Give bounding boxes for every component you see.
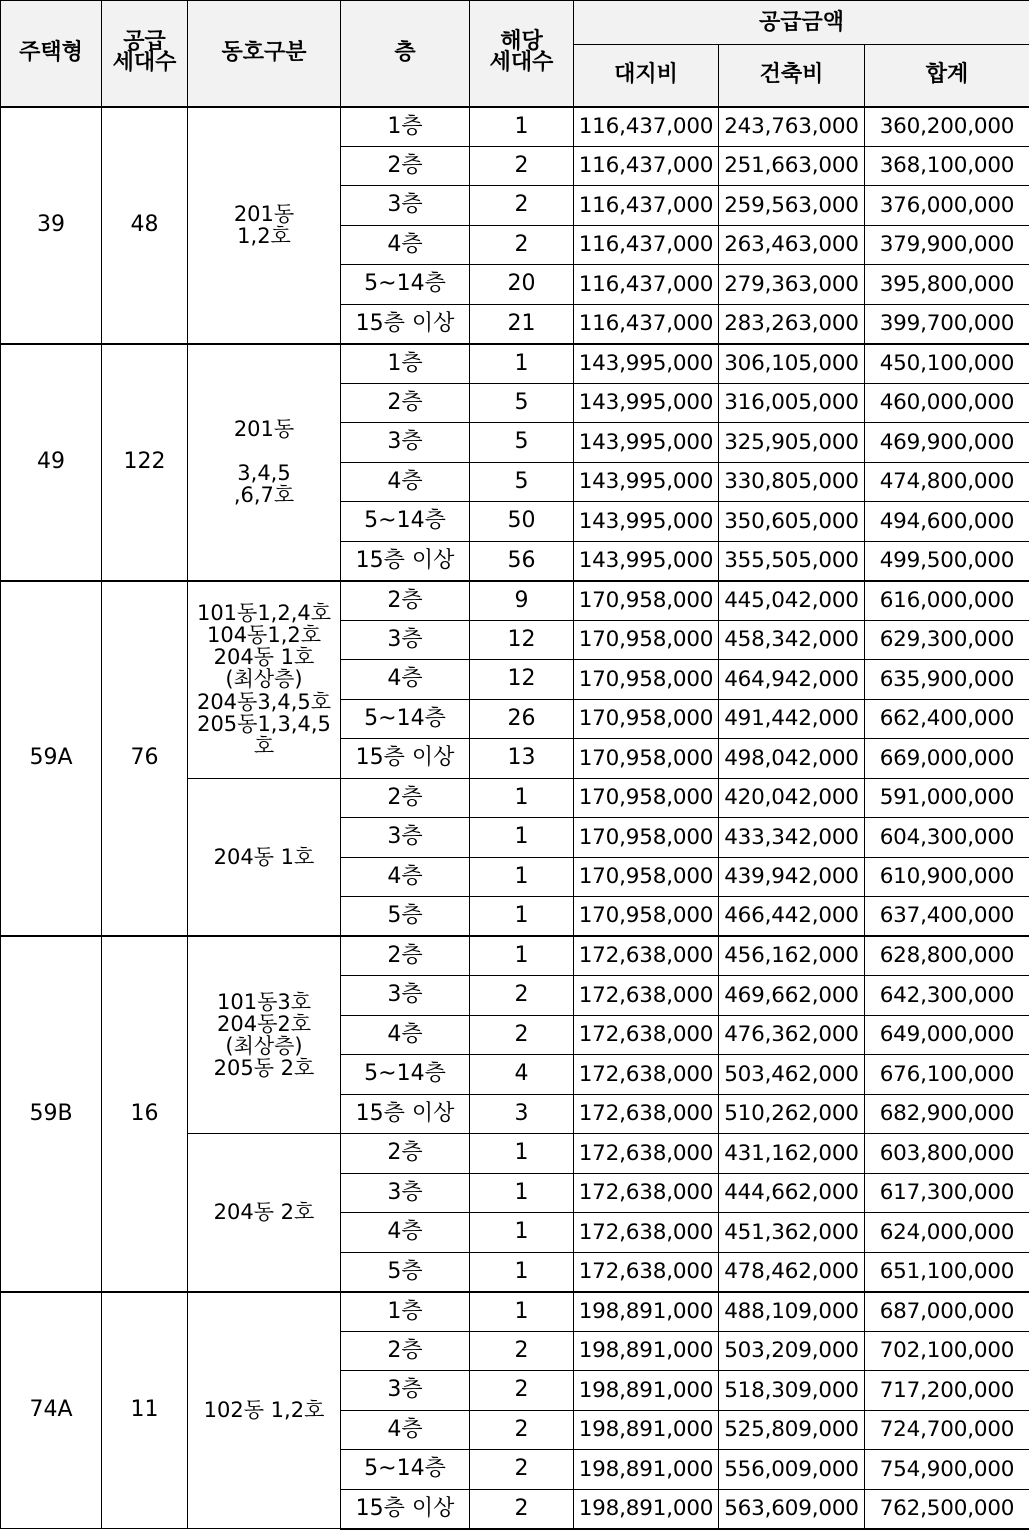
cell-land: 198,891,000	[574, 1450, 719, 1490]
cell-total: 717,200,000	[865, 1371, 1029, 1411]
cell-total: 474,800,000	[865, 462, 1029, 502]
cell-floor: 2층	[341, 383, 470, 423]
cell-total: 450,100,000	[865, 344, 1029, 384]
cell-units: 1	[470, 897, 574, 937]
cell-land: 116,437,000	[574, 265, 719, 305]
table-body	[1, 107, 1029, 1529]
cell-units: 1	[470, 818, 574, 858]
cell-total: 603,800,000	[865, 1134, 1029, 1174]
cell-building: 251,663,000	[719, 146, 865, 186]
cell-building: 525,809,000	[719, 1410, 865, 1450]
cell-units: 1	[470, 1213, 574, 1253]
cell-building: 263,463,000	[719, 225, 865, 265]
cell-units: 1	[470, 1292, 574, 1332]
cell-land: 143,995,000	[574, 344, 719, 384]
table-row	[1, 581, 1029, 621]
cell-units: 2	[470, 1450, 574, 1490]
cell-floor: 2층	[341, 146, 470, 186]
cell-supply-units: 76	[102, 581, 188, 937]
cell-building: 498,042,000	[719, 739, 865, 779]
cell-total: 617,300,000	[865, 1173, 1029, 1213]
cell-building: 458,342,000	[719, 620, 865, 660]
cell-total: 460,000,000	[865, 383, 1029, 423]
cell-land: 172,638,000	[574, 936, 719, 976]
cell-floor: 5층	[341, 897, 470, 937]
cell-floor: 3층	[341, 423, 470, 463]
header-land: 대지비	[574, 45, 719, 107]
cell-land: 116,437,000	[574, 107, 719, 147]
cell-floor: 4층	[341, 462, 470, 502]
table-header	[1, 1, 1029, 107]
cell-building: 464,942,000	[719, 660, 865, 700]
cell-units: 5	[470, 383, 574, 423]
cell-total: 649,000,000	[865, 1015, 1029, 1055]
cell-land: 116,437,000	[574, 186, 719, 226]
cell-total: 687,000,000	[865, 1292, 1029, 1332]
cell-units: 26	[470, 699, 574, 739]
cell-dong-ho: 204동 1호	[188, 778, 341, 936]
cell-units: 1	[470, 1173, 574, 1213]
cell-land: 143,995,000	[574, 502, 719, 542]
cell-floor: 3층	[341, 818, 470, 858]
cell-building: 316,005,000	[719, 383, 865, 423]
cell-land: 198,891,000	[574, 1489, 719, 1529]
cell-building: 433,342,000	[719, 818, 865, 858]
cell-floor: 1층	[341, 107, 470, 147]
cell-floor: 3층	[341, 1173, 470, 1213]
cell-land: 198,891,000	[574, 1371, 719, 1411]
cell-units: 2	[470, 976, 574, 1016]
cell-units: 5	[470, 462, 574, 502]
cell-units: 2	[470, 1410, 574, 1450]
cell-floor: 2층	[341, 936, 470, 976]
cell-units: 4	[470, 1055, 574, 1095]
cell-total: 628,800,000	[865, 936, 1029, 976]
cell-building: 420,042,000	[719, 778, 865, 818]
cell-units: 9	[470, 581, 574, 621]
cell-type: 59A	[1, 581, 102, 937]
cell-total: 637,400,000	[865, 897, 1029, 937]
cell-land: 172,638,000	[574, 1055, 719, 1095]
cell-type: 39	[1, 107, 102, 344]
cell-building: 563,609,000	[719, 1489, 865, 1529]
cell-total: 368,100,000	[865, 146, 1029, 186]
cell-land: 172,638,000	[574, 1213, 719, 1253]
cell-land: 170,958,000	[574, 699, 719, 739]
cell-land: 172,638,000	[574, 1094, 719, 1134]
cell-land: 143,995,000	[574, 462, 719, 502]
cell-land: 170,958,000	[574, 739, 719, 779]
cell-total: 499,500,000	[865, 541, 1029, 581]
cell-land: 198,891,000	[574, 1331, 719, 1371]
cell-type: 74A	[1, 1292, 102, 1529]
cell-building: 451,362,000	[719, 1213, 865, 1253]
cell-land: 172,638,000	[574, 1134, 719, 1174]
cell-units: 3	[470, 1094, 574, 1134]
cell-building: 330,805,000	[719, 462, 865, 502]
header-units: 해당 세대수	[470, 1, 574, 107]
cell-land: 172,638,000	[574, 1015, 719, 1055]
table-row	[1, 107, 1029, 147]
cell-floor: 2층	[341, 778, 470, 818]
cell-units: 1	[470, 778, 574, 818]
header-dong-ho: 동호구분	[188, 1, 341, 107]
cell-dong-ho: 201동 1,2호	[188, 107, 341, 344]
cell-land: 198,891,000	[574, 1292, 719, 1332]
cell-total: 629,300,000	[865, 620, 1029, 660]
cell-dong-ho: 101동1,2,4호 104동1,2호 204동 1호 (최상층) 204동3,4,5호 205동1,3,4,5호	[188, 581, 341, 779]
cell-building: 503,209,000	[719, 1331, 865, 1371]
cell-dong-ho: 102동 1,2호	[188, 1292, 341, 1529]
cell-total: 702,100,000	[865, 1331, 1029, 1371]
cell-units: 21	[470, 304, 574, 344]
cell-floor: 1층	[341, 344, 470, 384]
cell-units: 1	[470, 1134, 574, 1174]
cell-land: 170,958,000	[574, 818, 719, 858]
cell-floor: 4층	[341, 1410, 470, 1450]
cell-floor: 4층	[341, 1015, 470, 1055]
cell-units: 20	[470, 265, 574, 305]
cell-units: 1	[470, 107, 574, 147]
cell-land: 143,995,000	[574, 383, 719, 423]
cell-building: 279,363,000	[719, 265, 865, 305]
cell-total: 469,900,000	[865, 423, 1029, 463]
cell-floor: 5층	[341, 1252, 470, 1292]
cell-units: 12	[470, 660, 574, 700]
cell-floor: 3층	[341, 620, 470, 660]
cell-total: 360,200,000	[865, 107, 1029, 147]
cell-floor: 15층 이상	[341, 541, 470, 581]
cell-building: 325,905,000	[719, 423, 865, 463]
cell-land: 172,638,000	[574, 1252, 719, 1292]
cell-units: 56	[470, 541, 574, 581]
cell-units: 2	[470, 186, 574, 226]
cell-building: 439,942,000	[719, 857, 865, 897]
cell-total: 379,900,000	[865, 225, 1029, 265]
cell-units: 2	[470, 225, 574, 265]
cell-units: 1	[470, 936, 574, 976]
cell-building: 476,362,000	[719, 1015, 865, 1055]
cell-building: 503,462,000	[719, 1055, 865, 1095]
cell-floor: 3층	[341, 976, 470, 1016]
cell-total: 762,500,000	[865, 1489, 1029, 1529]
cell-land: 116,437,000	[574, 146, 719, 186]
cell-floor: 5~14층	[341, 1450, 470, 1490]
cell-total: 642,300,000	[865, 976, 1029, 1016]
cell-building: 456,162,000	[719, 936, 865, 976]
cell-building: 259,563,000	[719, 186, 865, 226]
cell-building: 466,442,000	[719, 897, 865, 937]
table-row	[1, 344, 1029, 384]
cell-floor: 4층	[341, 1213, 470, 1253]
cell-total: 616,000,000	[865, 581, 1029, 621]
cell-building: 355,505,000	[719, 541, 865, 581]
cell-land: 170,958,000	[574, 660, 719, 700]
cell-dong-ho: 201동 3,4,5 ,6,7호	[188, 344, 341, 581]
cell-land: 172,638,000	[574, 1173, 719, 1213]
cell-supply-units: 122	[102, 344, 188, 581]
cell-floor: 5~14층	[341, 502, 470, 542]
cell-building: 491,442,000	[719, 699, 865, 739]
cell-building: 518,309,000	[719, 1371, 865, 1411]
cell-floor: 3층	[341, 186, 470, 226]
cell-supply-units: 16	[102, 936, 188, 1292]
cell-units: 5	[470, 423, 574, 463]
cell-total: 610,900,000	[865, 857, 1029, 897]
cell-land: 143,995,000	[574, 423, 719, 463]
cell-building: 444,662,000	[719, 1173, 865, 1213]
cell-units: 2	[470, 1489, 574, 1529]
cell-building: 350,605,000	[719, 502, 865, 542]
cell-total: 624,000,000	[865, 1213, 1029, 1253]
header-supply-units: 공급 세대수	[102, 1, 188, 107]
cell-land: 172,638,000	[574, 976, 719, 1016]
cell-building: 431,162,000	[719, 1134, 865, 1174]
cell-building: 306,105,000	[719, 344, 865, 384]
cell-land: 170,958,000	[574, 857, 719, 897]
cell-units: 12	[470, 620, 574, 660]
cell-floor: 2층	[341, 1134, 470, 1174]
cell-floor: 15층 이상	[341, 1094, 470, 1134]
cell-floor: 15층 이상	[341, 739, 470, 779]
cell-floor: 5~14층	[341, 265, 470, 305]
cell-floor: 3층	[341, 1371, 470, 1411]
cell-total: 591,000,000	[865, 778, 1029, 818]
header-building: 건축비	[719, 45, 865, 107]
cell-supply-units: 48	[102, 107, 188, 344]
cell-total: 754,900,000	[865, 1450, 1029, 1490]
cell-type: 49	[1, 344, 102, 581]
header-type: 주택형	[1, 1, 102, 107]
cell-floor: 4층	[341, 857, 470, 897]
cell-building: 469,662,000	[719, 976, 865, 1016]
cell-floor: 4층	[341, 225, 470, 265]
cell-floor: 5~14층	[341, 699, 470, 739]
cell-floor: 2층	[341, 1331, 470, 1371]
table-row	[1, 1292, 1029, 1332]
cell-land: 143,995,000	[574, 541, 719, 581]
cell-units: 2	[470, 1015, 574, 1055]
cell-units: 1	[470, 344, 574, 384]
cell-units: 1	[470, 1252, 574, 1292]
cell-land: 170,958,000	[574, 620, 719, 660]
cell-total: 494,600,000	[865, 502, 1029, 542]
cell-land: 170,958,000	[574, 778, 719, 818]
cell-total: 669,000,000	[865, 739, 1029, 779]
cell-supply-units: 11	[102, 1292, 188, 1529]
cell-total: 604,300,000	[865, 818, 1029, 858]
table-row	[1, 936, 1029, 976]
cell-floor: 2층	[341, 581, 470, 621]
cell-floor: 15층 이상	[341, 304, 470, 344]
cell-units: 2	[470, 1371, 574, 1411]
cell-land: 170,958,000	[574, 897, 719, 937]
cell-land: 170,958,000	[574, 581, 719, 621]
cell-land: 198,891,000	[574, 1410, 719, 1450]
cell-total: 724,700,000	[865, 1410, 1029, 1450]
cell-units: 1	[470, 857, 574, 897]
header-supply-amount: 공급금액	[574, 1, 1029, 45]
cell-dong-ho: 204동 2호	[188, 1134, 341, 1292]
cell-dong-ho: 101동3호 204동2호 (최상층) 205동 2호	[188, 936, 341, 1134]
cell-building: 478,462,000	[719, 1252, 865, 1292]
cell-total: 395,800,000	[865, 265, 1029, 305]
cell-building: 488,109,000	[719, 1292, 865, 1332]
cell-total: 676,100,000	[865, 1055, 1029, 1095]
header-floor: 층	[341, 1, 470, 107]
cell-units: 2	[470, 1331, 574, 1371]
cell-floor: 15층 이상	[341, 1489, 470, 1529]
cell-floor: 5~14층	[341, 1055, 470, 1095]
cell-floor: 1층	[341, 1292, 470, 1332]
cell-building: 243,763,000	[719, 107, 865, 147]
cell-units: 2	[470, 146, 574, 186]
cell-land: 116,437,000	[574, 304, 719, 344]
cell-total: 682,900,000	[865, 1094, 1029, 1134]
cell-total: 376,000,000	[865, 186, 1029, 226]
cell-units: 13	[470, 739, 574, 779]
cell-land: 116,437,000	[574, 225, 719, 265]
cell-total: 399,700,000	[865, 304, 1029, 344]
cell-building: 510,262,000	[719, 1094, 865, 1134]
cell-building: 283,263,000	[719, 304, 865, 344]
cell-total: 662,400,000	[865, 699, 1029, 739]
cell-type: 59B	[1, 936, 102, 1292]
cell-floor: 4층	[341, 660, 470, 700]
cell-building: 445,042,000	[719, 581, 865, 621]
cell-building: 556,009,000	[719, 1450, 865, 1490]
cell-total: 635,900,000	[865, 660, 1029, 700]
cell-units: 50	[470, 502, 574, 542]
cell-total: 651,100,000	[865, 1252, 1029, 1292]
header-total: 합계	[865, 45, 1029, 107]
